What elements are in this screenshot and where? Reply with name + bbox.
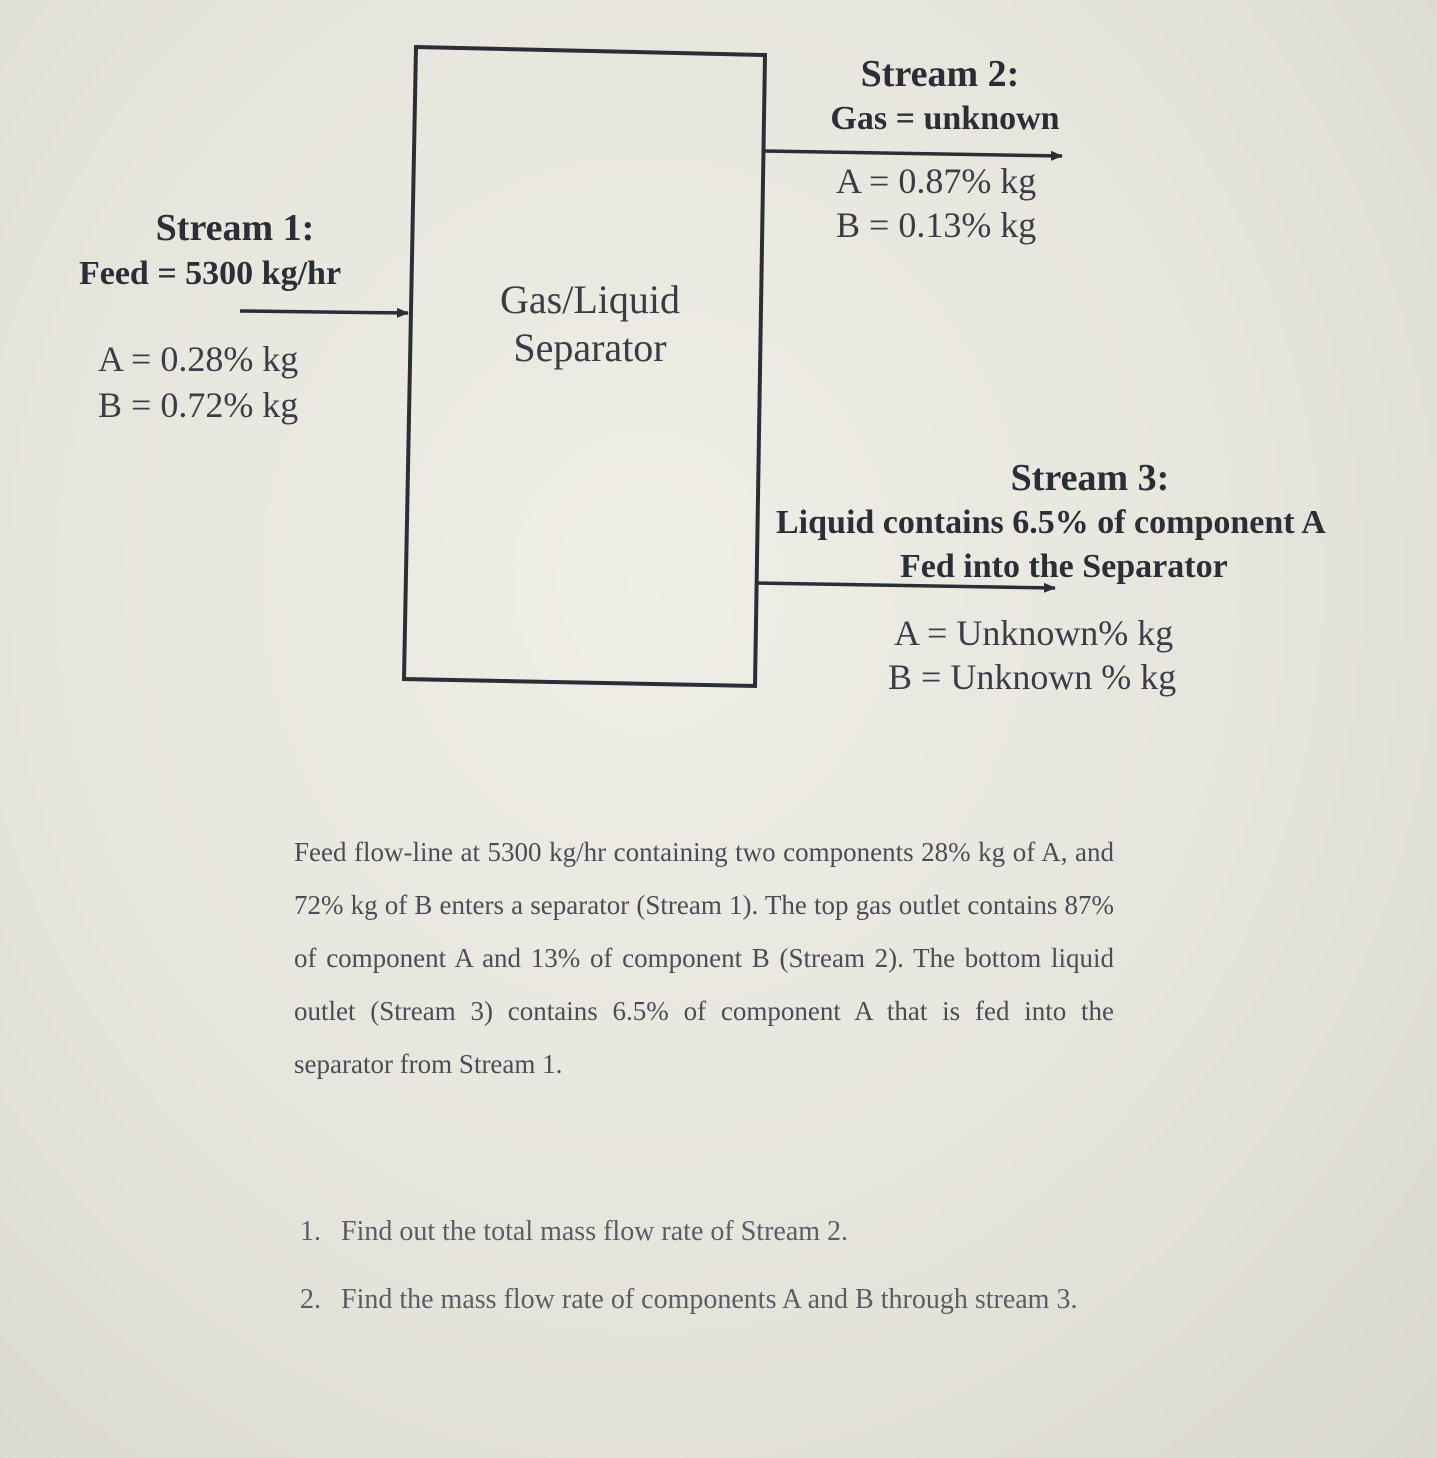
stream2-arrow xyxy=(764,151,1062,156)
stream1-arrow xyxy=(240,311,408,313)
question-item xyxy=(300,1284,1180,1352)
question-number: 1. xyxy=(300,1216,321,1247)
stream2-component-a: A = 0.87% kg xyxy=(836,161,1037,201)
separator-label-line1: Gas/Liquid xyxy=(500,277,680,322)
stream2-component-b: B = 0.13% kg xyxy=(836,205,1037,245)
question-text: Find out the total mass flow rate of Stream 2. xyxy=(341,1216,849,1247)
stream3-title: Stream 3: xyxy=(1010,457,1170,499)
stream1-feed-rate: Feed = 5300 kg/hr xyxy=(78,255,342,292)
separator-label-line2: Separator xyxy=(513,325,667,370)
stream2-gas: Gas = unknown xyxy=(830,100,1060,137)
stream1-component-a: A = 0.28% kg xyxy=(98,339,299,379)
question-text: Find the mass flow rate of components A and B through stream 3. xyxy=(341,1284,1078,1315)
stream3-component-a: A = Unknown% kg xyxy=(894,613,1174,653)
problem-statement: Feed flow-line at 5300 kg/hr containing two components 28% kg of A, and 72% kg of B enters a separator (Stream 1). The top gas outlet contains 87% of component A and 13% of component B (Stream 2). The bottom liquid outlet (Stream 3) contains 6.5% of component A that is fed into the separator from Stream 1. xyxy=(294,837,1114,1079)
stream1-title: Stream 1: xyxy=(155,207,315,249)
stream2-title: Stream 2: xyxy=(860,53,1020,95)
stream3-liquid-note: Liquid contains 6.5% of component A xyxy=(776,504,1326,541)
question-number: 2. xyxy=(300,1284,321,1315)
stream3-component-b: B = Unknown % kg xyxy=(888,657,1177,697)
stream1-component-b: B = 0.72% kg xyxy=(98,385,299,425)
question-item xyxy=(300,1216,1180,1284)
stream3-fed-note: Fed into the Separator xyxy=(900,548,1228,585)
question-list xyxy=(300,1216,1180,1352)
